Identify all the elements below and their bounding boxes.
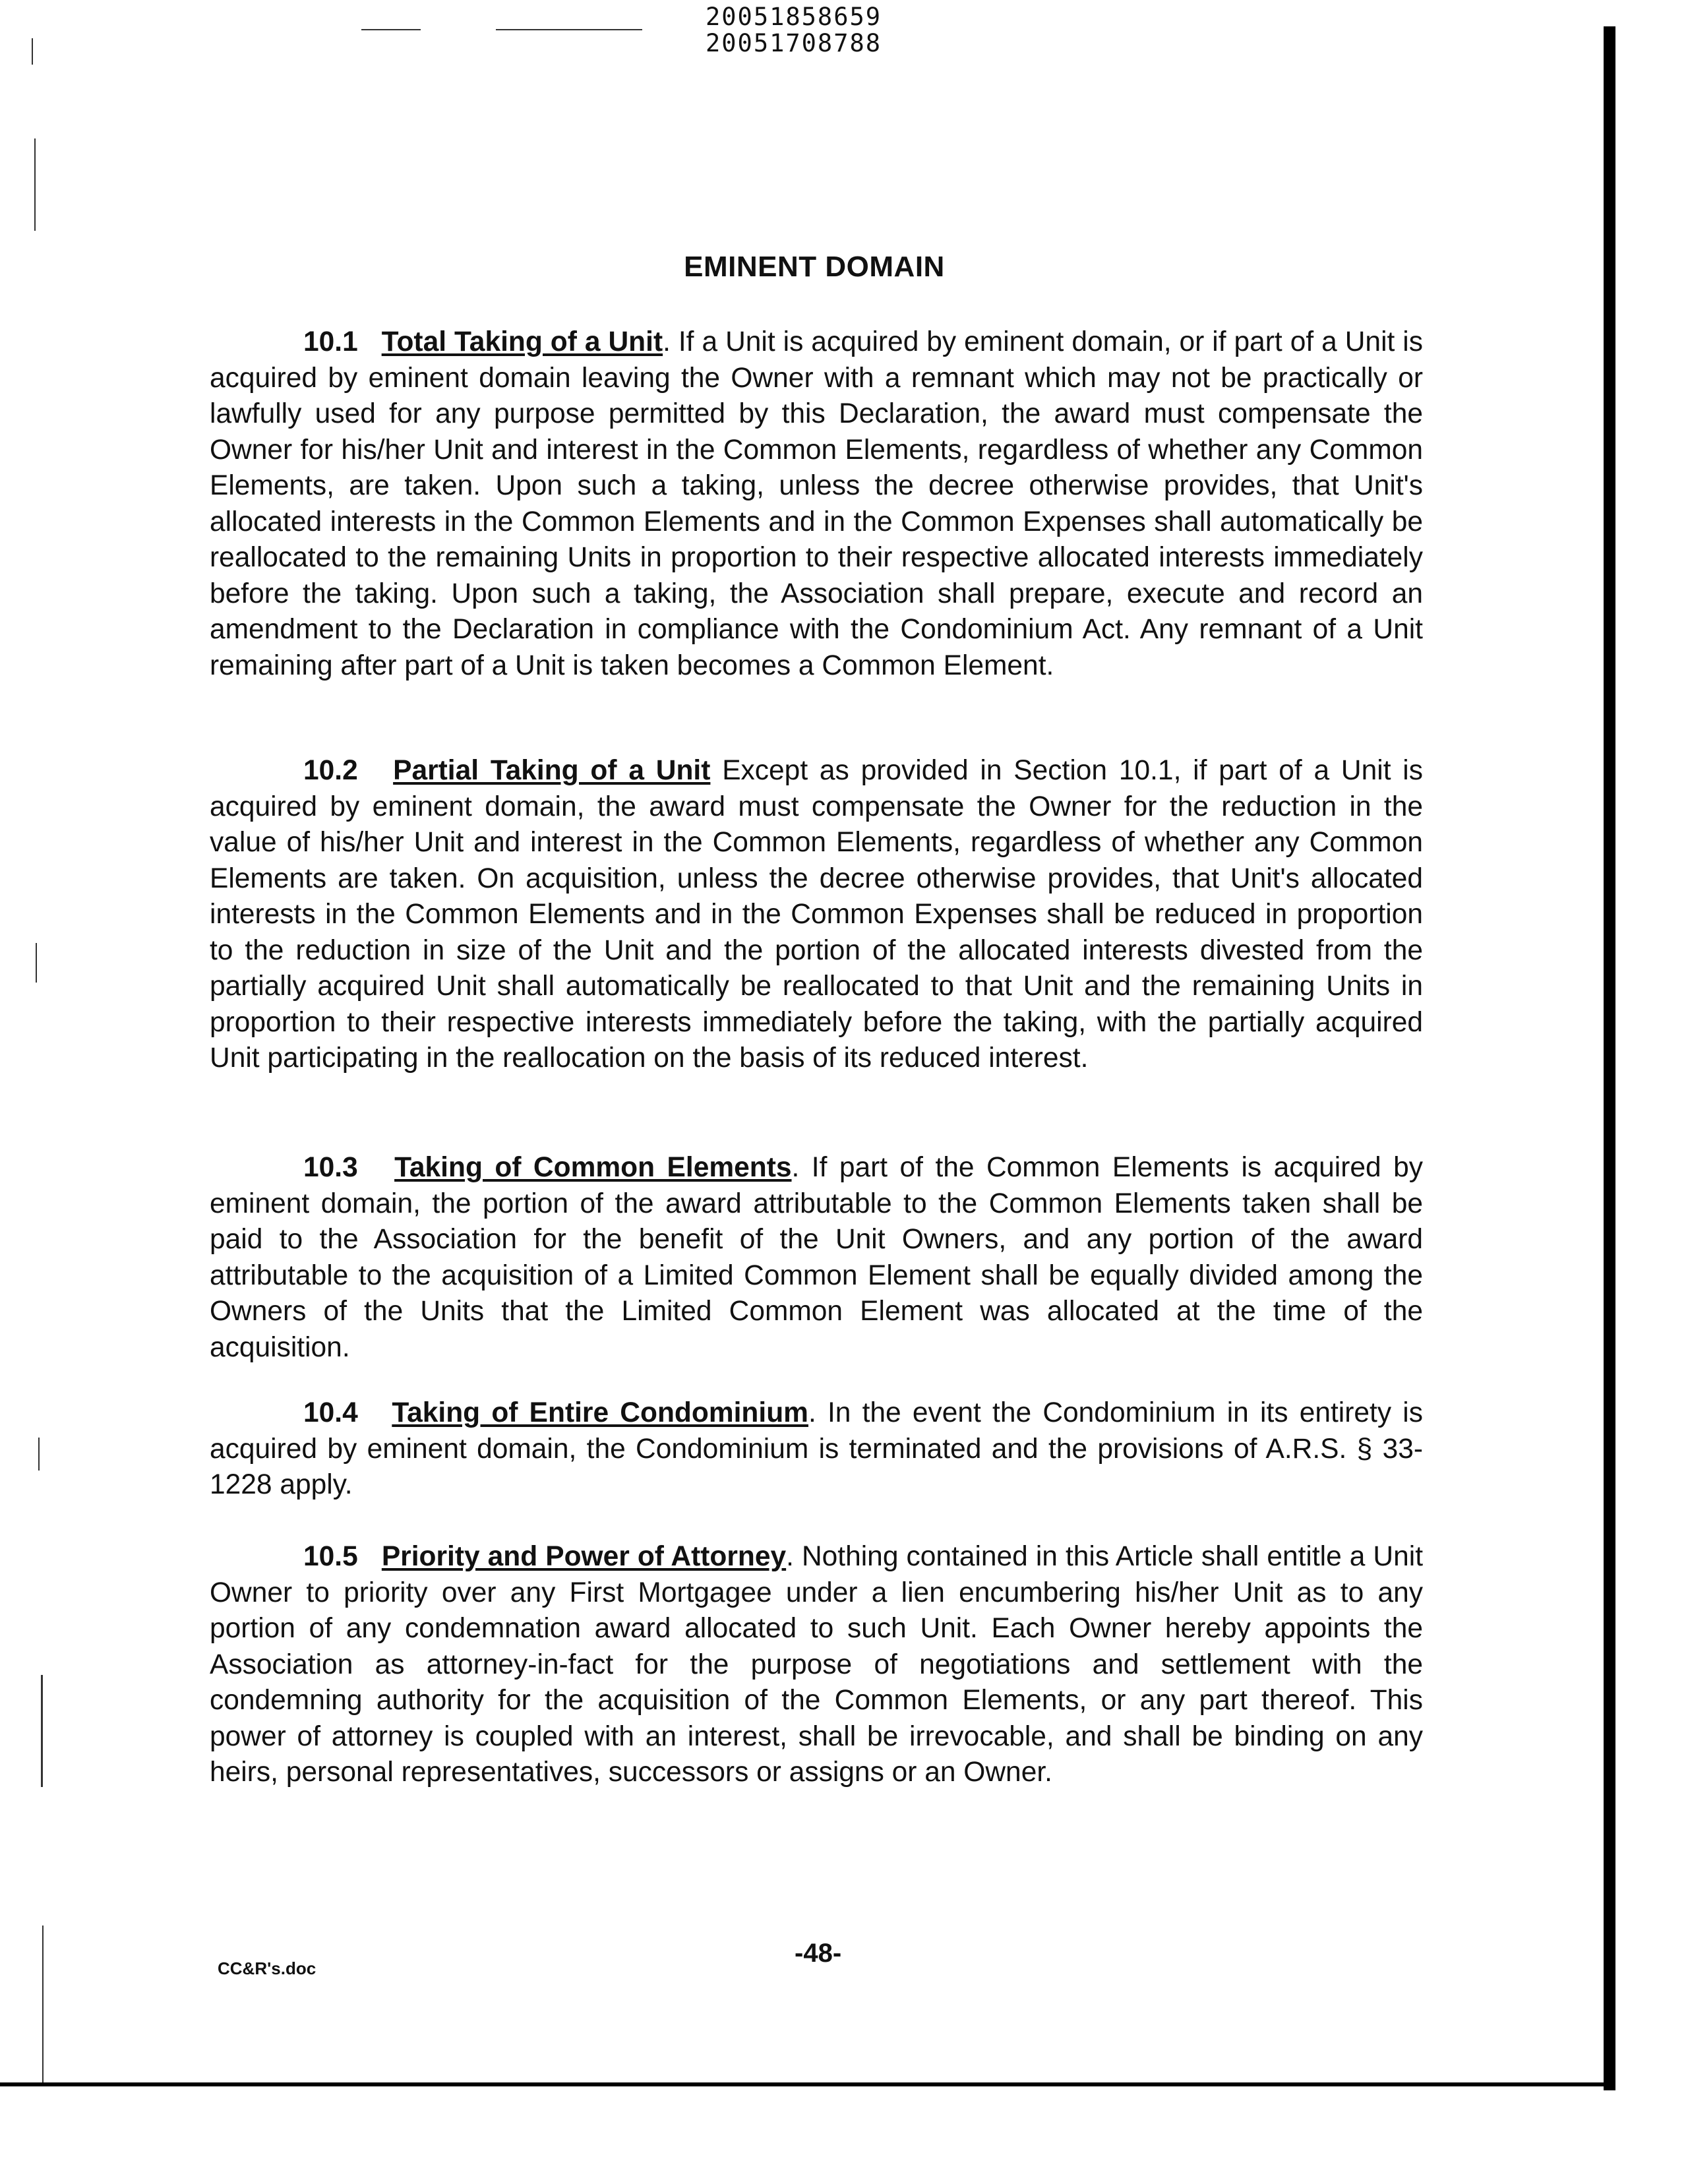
section-10-5 bbox=[210, 1539, 1423, 1791]
section-heading: Taking of Entire Condominium bbox=[392, 1397, 808, 1428]
page-number: -48- bbox=[795, 1939, 842, 1968]
scan-border-right bbox=[1604, 26, 1615, 2090]
page-title: EMINENT DOMAIN bbox=[684, 251, 945, 283]
section-body: . If a Unit is acquired by eminent domain, or if part of a Unit is acquired by eminent domain leaving the Owner with a remnant which may not be practically or lawfully used for any purpose permitted by this Declaration, the award must compensate the Owner for his/her Unit and interest in the Common Elements, regardless of whether any Common Elements, are taken. Upon such a taking, unless the decree otherwise provides, that Unit's allocated interests in the Common Elements and in the Common Expenses shall automatically be reallocated to the remaining Units in proportion to their respective allocated interests immediately before the taking. Upon such a taking, the Association shall prepare, execute and record an amendment to the Declaration in compliance with the Condominium Act. Any remnant of a Unit remaining after part of a Unit is taken becomes a Common Element. bbox=[210, 326, 1423, 681]
scan-line-left-4 bbox=[38, 1438, 40, 1471]
section-heading: Total Taking of a Unit bbox=[381, 326, 663, 357]
section-number: 10.4 bbox=[303, 1397, 358, 1428]
scan-border-bottom bbox=[0, 2082, 1615, 2086]
section-body: Except as provided in Section 10.1, if part of a Unit is acquired by eminent domain, the award must compensate the Owner for the reduction in the value of his/her Unit and interest in the Common Elements, regardless of whether any Common Elements are taken. On acquisition, unless the decree otherwise provides, that Unit's allocated interests in the Common Elements and in the Common Expenses shall be reduced in proportion to the reduction in size of the Unit and the portion of the allocated interests divested from the partially acquired Unit shall automatically be reallocated to that Unit and the remaining Units in proportion to their respective interests immediately before the taking, with the partially acquired Unit participating in the reallocation on the basis of its reduced interest. bbox=[210, 755, 1423, 1074]
section-10-4 bbox=[210, 1395, 1423, 1503]
section-10-3 bbox=[210, 1150, 1423, 1366]
section-body: . If part of the Common Elements is acquired by eminent domain, the portion of the award attributable to the Common Elements taken shall be paid to the Association for the benefit of the Unit Owners, and any portion of the award attributable to the acquisition of a Limited Common Element shall be equally divided among the Owners of the Units that the Limited Common Element was allocated at the time of the acquisition. bbox=[210, 1152, 1423, 1363]
section-number: 10.2 bbox=[303, 755, 358, 786]
scan-line-top-1 bbox=[361, 29, 421, 30]
scan-line-top-2 bbox=[496, 29, 642, 30]
scan-line-left-2 bbox=[34, 138, 36, 231]
section-body: . Nothing contained in this Article shall entitle a Unit Owner to priority over any First Mortgagee under a lien encumbering his/her Unit as to any portion of any condemnation award allocated to such Unit. Each Owner hereby appoints the Association as attorney-in-fact for the purpose of negotiations and settlement with the condemning authority for the acquisition of the Common Elements, or any part thereof. This power of attorney is coupled with an interest, shall be irrevocable, and shall be binding on any heirs, personal representatives, successors or assigns or an Owner. bbox=[210, 1541, 1424, 1788]
scan-line-left-6 bbox=[42, 1926, 44, 2084]
section-number: 10.3 bbox=[303, 1152, 358, 1183]
section-number: 10.5 bbox=[303, 1541, 358, 1572]
section-10-2 bbox=[210, 753, 1423, 1077]
scan-line-left-3 bbox=[36, 943, 37, 983]
section-heading: Priority and Power of Attorney bbox=[381, 1541, 787, 1572]
section-body: . In the event the Condominium in its entirety is acquired by eminent domain, the Condominium is terminated and the provisions of A.R.S. § 33-1228 apply. bbox=[210, 1397, 1423, 1500]
scan-line-left-5 bbox=[41, 1675, 43, 1787]
section-number: 10.1 bbox=[303, 326, 358, 357]
section-heading: Partial Taking of a Unit bbox=[393, 755, 711, 786]
document-id-1: 20051858659 bbox=[706, 3, 882, 31]
section-heading: Taking of Common Elements bbox=[394, 1152, 792, 1183]
document-id-2: 20051708788 bbox=[706, 29, 882, 57]
scan-line-left-1 bbox=[32, 38, 33, 65]
footer-filename: CC&R's.doc bbox=[218, 1958, 316, 1978]
section-10-1 bbox=[210, 324, 1423, 684]
